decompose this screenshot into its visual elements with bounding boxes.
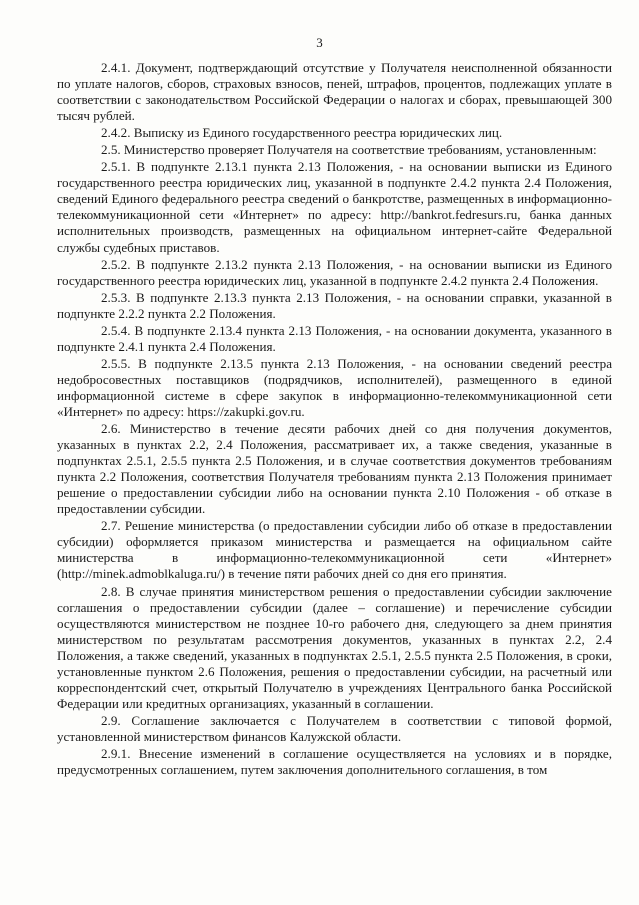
paragraph-2-4-1: 2.4.1. Документ, подтверждающий отсутствие у Получателя неисполненной обязанности по уплате налогов, сборов, страховых взносов, пеней, штрафов, процентов, подлежащих уплате в соответствии с законодательством Российской Федерации о налогах и сборах, превышающей 300 тысяч рублей. bbox=[57, 60, 612, 124]
paragraph-2-5-5: 2.5.5. В подпункте 2.13.5 пункта 2.13 Положения, - на основании сведений реестра недобросовестных поставщиков (подрядчиков, исполнителей), размещенного в единой информационной системе в сфере закупок в информационно-телекоммуникационной сети «Интернет» по адресу: https://zakupki.gov.ru. bbox=[57, 355, 612, 419]
paragraph-2-4-2: 2.4.2. Выписку из Единого государственного реестра юридических лиц. bbox=[101, 125, 503, 141]
page-number: 3 bbox=[316, 35, 323, 50]
paragraph-2-5-4: 2.5.4. В подпункте 2.13.4 пункта 2.13 Положения, - на основании документа, указанного в подпункте 2.4.1 пункта 2.4 Положения. bbox=[57, 322, 612, 354]
paragraph-2-8: 2.8. В случае принятия министерством решения о предоставлении субсидии заключение соглашения о предоставлении субсидии (далее – соглашение) и перечисление субсидии осуществляются министерством не позднее 10-го рабочего дня, следующего за днем принятия министерством по результатам рассмотрения документов, указанных в пунктах 2.2, 2.4 Положения, а также сведений, указанных в подпунктах 2.5.1, 2.5.5 пункта 2.5 Положения, в сроки, установленные пунктом 2.6 Положения, решения о предоставлении субсидии, на расчетный или корреспондентский счет, открытый Получателю в учреждениях Центрального банка Российской Федерации или кредитных организациях, указанный в соглашении. bbox=[57, 583, 612, 711]
document-body bbox=[57, 60, 612, 778]
paragraph-2-6: 2.6. Министерство в течение десяти рабочих дней со дня получения документов, указанных в пунктах 2.2, 2.4 Положения, рассматривает их, а также сведения, указанные в подпунктах 2.5.1, 2.5.5 пункта 2.5 Положения, и в случае соответствия документов требованиям пункта 2.2 Положения, соответствия Получателя требованиям пункта 2.13 Положения принимает решение о предоставлении субсидии либо на основании пункта 2.10 Положения - об отказе в предоставлении субсидии. bbox=[57, 421, 612, 517]
paragraph-2-5-1: 2.5.1. В подпункте 2.13.1 пункта 2.13 Положения, - на основании выписки из Единого государственного реестра юридических лиц, указанной в подпункте 2.4.2 пункта 2.4 Положения, сведений Единого федерального реестра сведений о банкротстве, размещенных в информационно-телекоммуникационной сети «Интернет» по адресу: http://bankrot.fedresurs.ru, банка данных исполнительных производств, размещенных на официальном интернет-сайте Федеральной службы судебных приставов. bbox=[57, 159, 612, 255]
paragraph-2-5-3: 2.5.3. В подпункте 2.13.3 пункта 2.13 Положения, - на основании справки, указанной в подпункте 2.2.2 пункта 2.2 Положения. bbox=[57, 289, 612, 321]
paragraph-2-9-1: 2.9.1. Внесение изменений в соглашение осуществляется на условиях и в порядке, предусмотренных соглашением, путем заключения дополнительного соглашения, в том bbox=[57, 745, 612, 778]
paragraph-2-5: 2.5. Министерство проверяет Получателя на соответствие требованиям, установленным: bbox=[101, 142, 597, 158]
paragraph-2-5-2: 2.5.2. В подпункте 2.13.2 пункта 2.13 Положения, - на основании выписки из Единого государственного реестра юридических лиц, указанной в подпункте 2.4.2 пункта 2.4 Положения. bbox=[57, 256, 612, 288]
paragraph-2-9: 2.9. Соглашение заключается с Получателем в соответствии с типовой формой, установленной министерством финансов Калужской области. bbox=[57, 712, 612, 744]
paragraph-2-7: 2.7. Решение министерства (о предоставлении субсидии либо об отказе в предоставлении субсидии) оформляется приказом министерства и размещается на официальном сайте министерства в информационно-телекоммуникационной сети «Интернет» (http://minek.admoblkaluga.ru/) в течение пяти рабочих дней со дня его принятия. bbox=[57, 518, 612, 582]
